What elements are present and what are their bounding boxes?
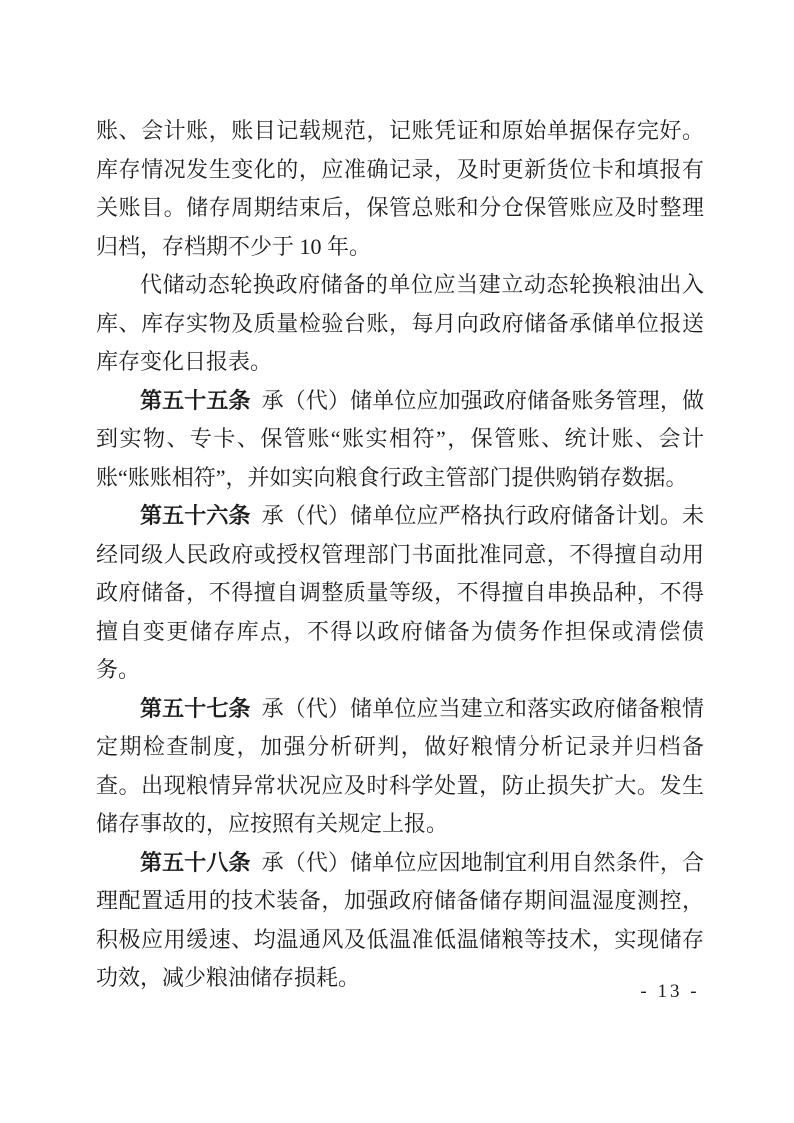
- paragraph-text: 承（代）储单位应当建立和落实政府储备粮情定期检查制度，加强分析研判，做好粮情分析记录并归档备查。出现粮情异常状况应及时科学处置，防止损失扩大。发生储存事故的，应按照有关规定上报。: [96, 695, 704, 836]
- paragraph: [96, 266, 704, 382]
- page-number: - 13 -: [640, 981, 700, 1002]
- paragraph: [96, 497, 704, 690]
- document-body: [96, 112, 704, 998]
- article-number: 第五十五条: [140, 387, 251, 413]
- paragraph-text: 代储动态轮换政府储备的单位应当建立动态轮换粮油出入库、库存实物及质量检验台账，每月向政府储备承储单位报送库存变化日报表。: [96, 272, 704, 374]
- paragraph-text: 承（代）储单位应严格执行政府储备计划。未经同级人民政府或授权管理部门书面批准同意，不得擅自动用政府储备，不得擅自调整质量等级，不得擅自串换品种，不得擅自变更储存库点，不得以政府储备为债务作担保或清偿债务。: [96, 503, 704, 682]
- paragraph: [96, 844, 704, 998]
- article-number: 第五十七条: [140, 695, 251, 721]
- paragraph-text: 承（代）储单位应加强政府储备账务管理，做到实物、专卡、保管账“账实相符”，保管账、统计账、会计账“账账相符”，并如实向粮食行政主管部门提供购销存数据。: [96, 387, 704, 490]
- paragraph: [96, 112, 704, 266]
- paragraph: [96, 382, 704, 498]
- paragraph: [96, 690, 704, 844]
- article-number: 第五十六条: [140, 503, 251, 528]
- paragraph-text: 承（代）储单位应因地制宜利用自然条件，合理配置适用的技术装备，加强政府储备储存期间温湿度测控，积极应用缓速、均温通风及低温准低温储粮等技术，实现储存功效，减少粮油储存损耗。: [96, 849, 704, 990]
- article-number: 第五十八条: [140, 849, 251, 875]
- paragraph-text: 账、会计账，账目记载规范，记账凭证和原始单据保存完好。库存情况发生变化的，应准确记录，及时更新货位卡和填报有关账目。储存周期结束后，保管总账和分仓保管账应及时整理归档，存档期不少于 10 年。: [96, 118, 704, 259]
